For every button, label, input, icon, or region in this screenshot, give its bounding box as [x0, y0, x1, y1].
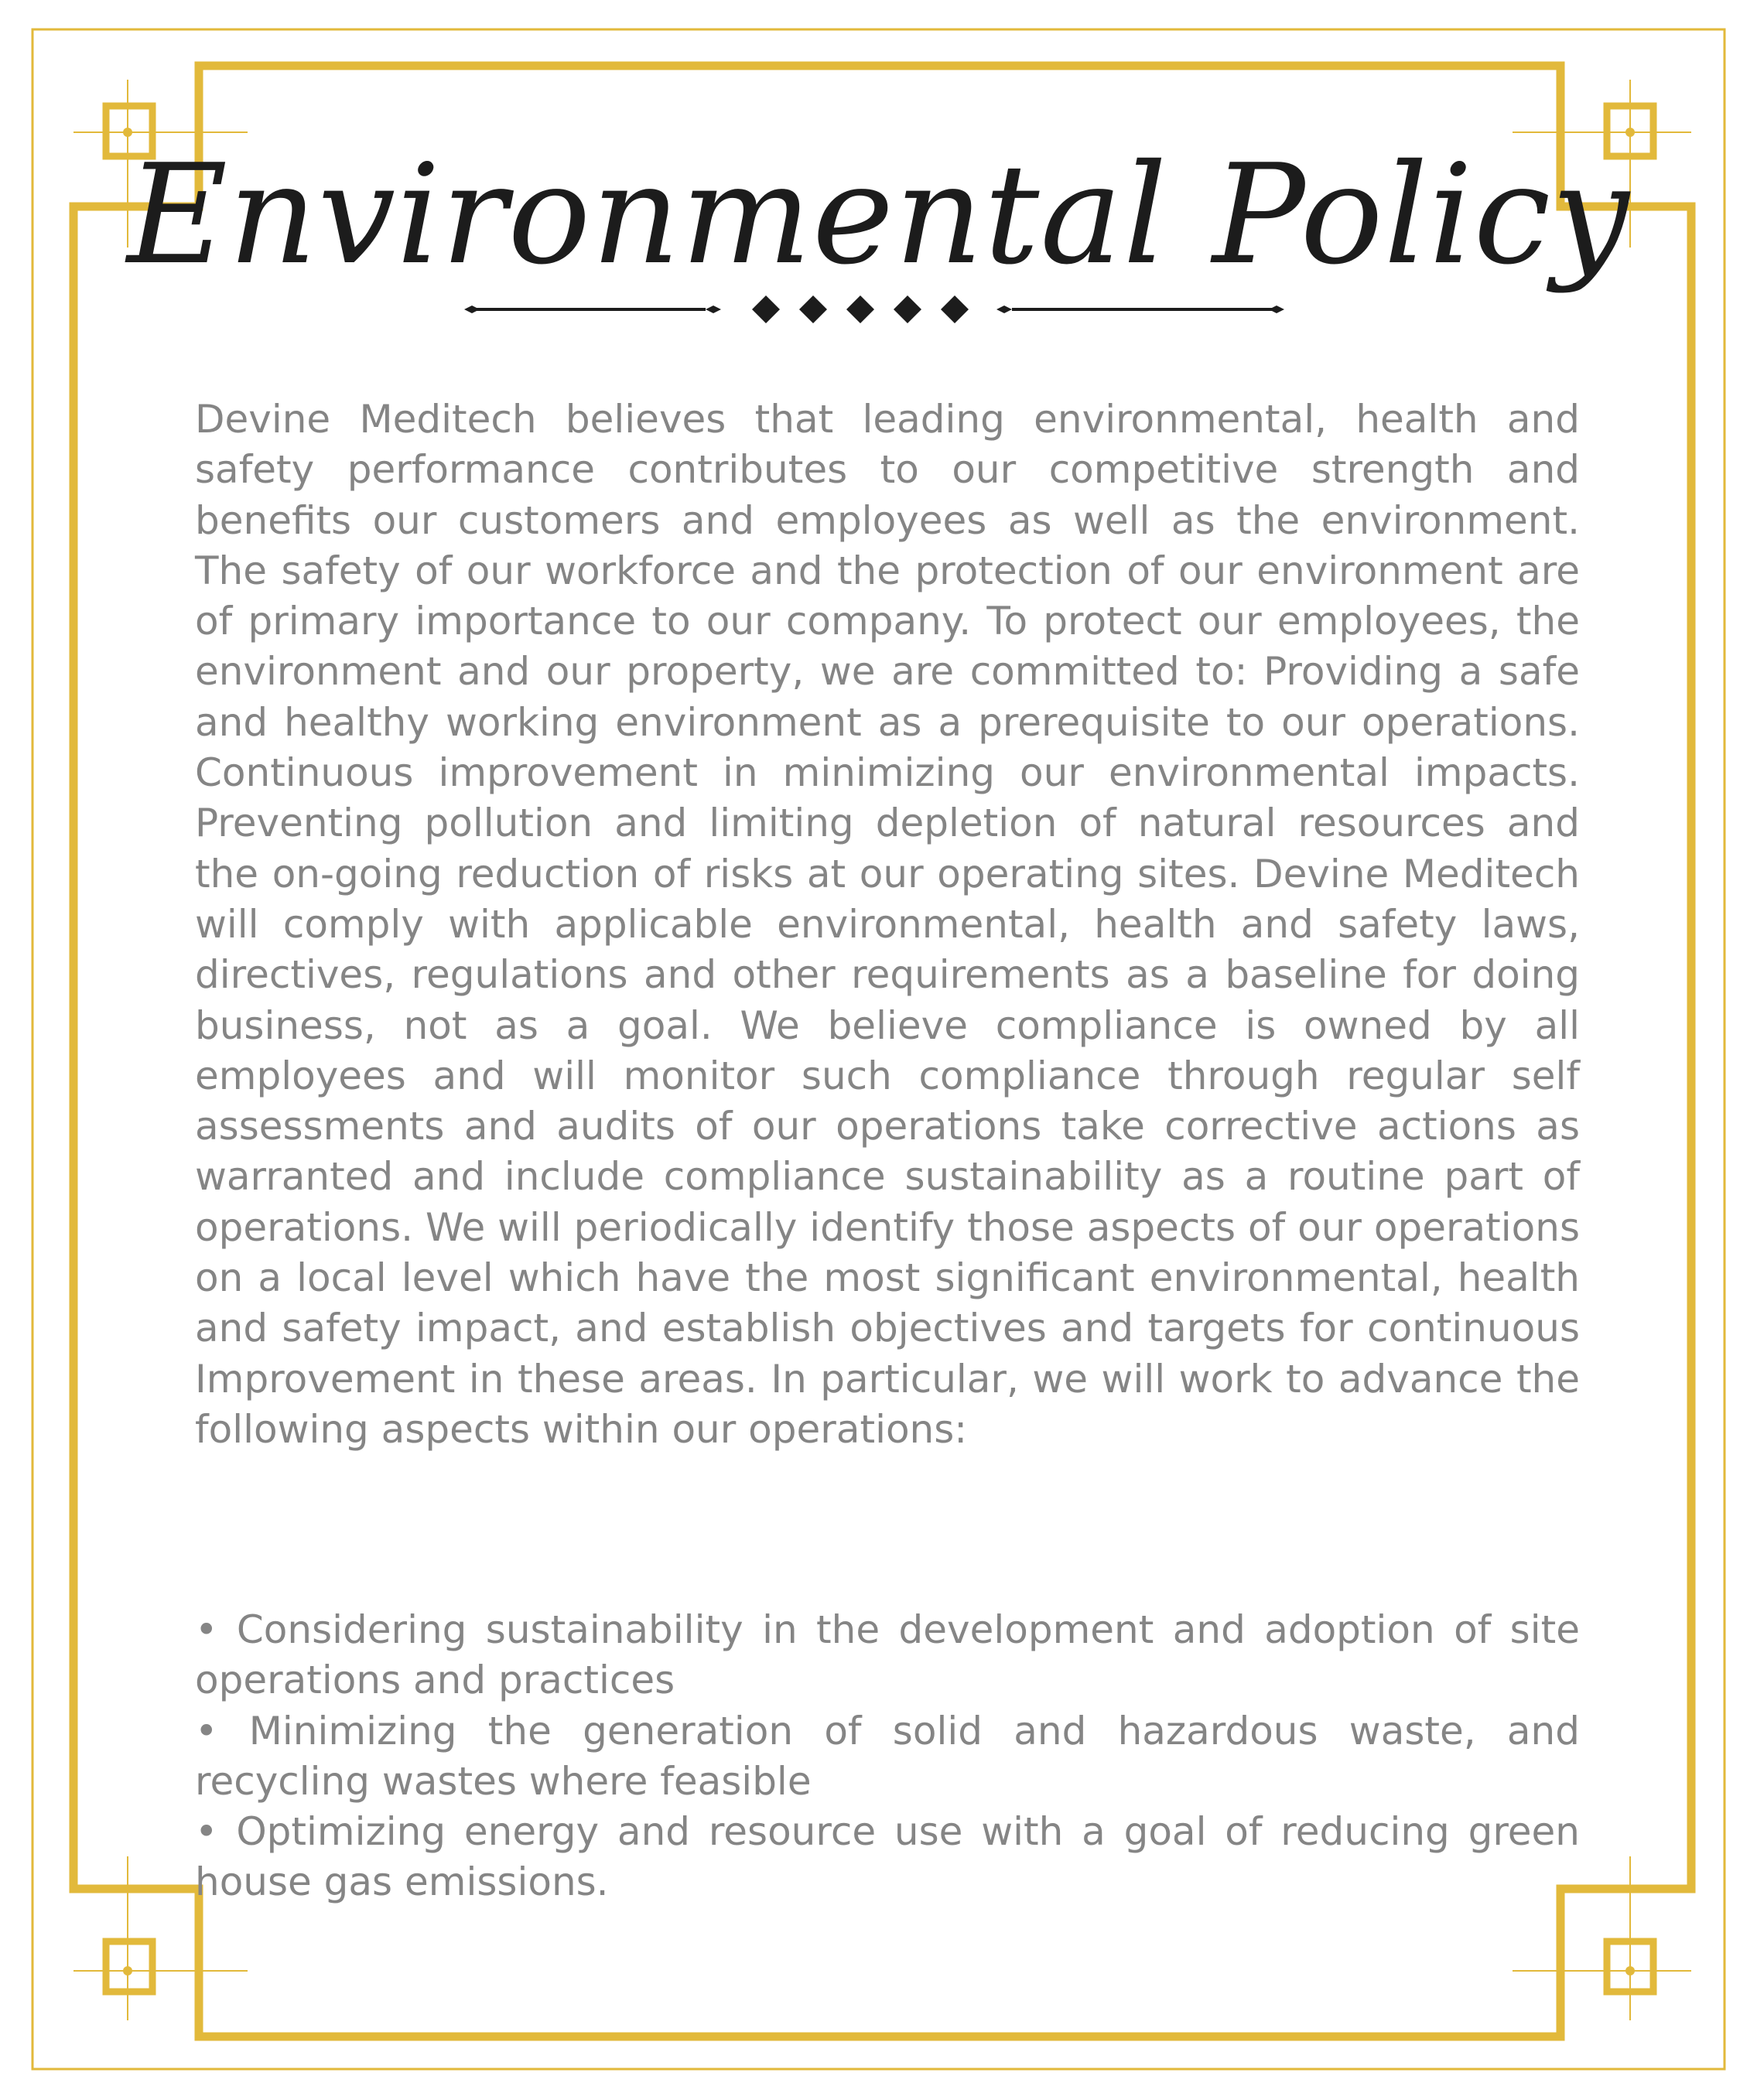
list-item: • Optimizing energy and resource use with a goal of reducing green house gas emissions.	[195, 1809, 1580, 1905]
policy-paragraph: Devine Meditech believes that leading environmental, health and safety performance contributes to our competitive strength and benefits our customers and employees as well as the environment. The safety of our workforce and the protection of our environment are of primary importance to our company. To protect our employees, the environment and our property, we are committed to: Providing a safe and healthy working environment as a prerequisite to our operations. Continuous improvement in minimizing our environmental impacts. Preventing pollution and limiting depletion of natural resources and the on-going reduction of risks at our operating sites. Devine Meditech will comply with applicable environmental, health and safety laws, directives, regulations and other requirements as a baseline for doing business, not as a goal. We believe compliance is owned by all employees and will monitor such compliance through regular self assessments and audits of our operations take corrective actions as warranted and include compliance sustainability as a routine part of operations. We will periodically identify those aspects of our operations on a local level which have the most significant environmental, health and safety impact, and establish objectives and targets for continuous Improvement in these areas. In particular, we will work to advance the following aspects within our operations:	[195, 397, 1580, 1452]
list-item: • Minimizing the generation of solid and hazardous waste, and recycling wastes where feasible	[195, 1708, 1580, 1804]
title-divider-ornament	[464, 290, 1284, 329]
page-title: Environmental Policy	[127, 135, 1630, 295]
list-item: • Considering sustainability in the development and adoption of site operations and practices	[195, 1607, 1580, 1703]
policy-aspects-list	[195, 1605, 1580, 1908]
